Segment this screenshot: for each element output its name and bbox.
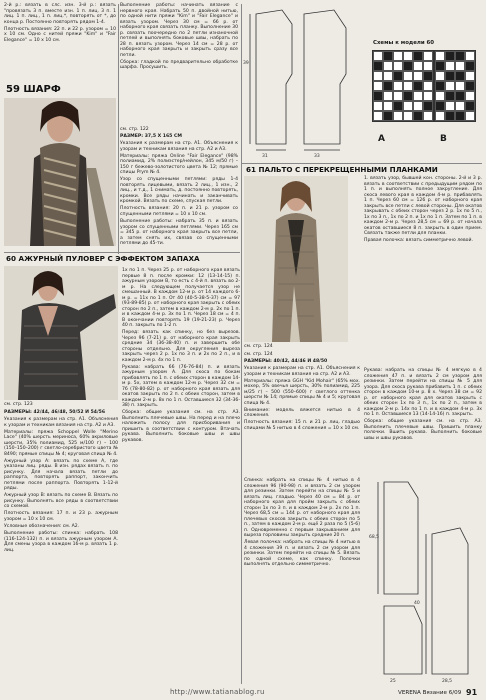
paragraph: Сборка: общие указания см. на стр. А3. Выполнить плечевые швы. На перед и на плечо наложить полосу для присборивания и пришить в соответствии с контуром. Втачать рукава. Выполнить боковые швы и швы рукавов.	[122, 410, 240, 443]
paragraph: Рукава: набрать на спицы № 4 мягкую в 4 сложения 47 п. и вязать 2 см узором для резинки. Затем перейти на спицы № 5 для узора. Для скоса рукава прибавить 1 п. с обеих сторон в каждом 10-м р. 8 х. Через 38 см = 92 р. от наборного края для окатов закрыть с обеих сторон 1х по 3 п., 1х по 2 п., затем в каждом 2-м р. 14х по 1 п. и в каждом 4-м р. 3х по 1 п. Оставшиеся 13 (14-14-16) п. закрыть.	[364, 368, 482, 417]
paragraph: Левая полочка: набрать на спицы № 4 нитью в 4 сложения 39 п. и вязать 2 см узором для резинки. Затем перейти на спицы № 5. Вязать по одной схеме, как спинку. Полочки выполнять отдельно симметрично.	[244, 540, 360, 568]
svg-text:31: 31	[262, 154, 268, 159]
svg-text:28,5: 28,5	[442, 679, 453, 684]
divider	[241, 4, 242, 684]
svg-text:40: 40	[414, 601, 420, 606]
paragraph: РАЗМЕРЫ: 40/42, 44/46 И 48/50	[244, 359, 328, 365]
paragraph: Ажурный узор В: вязать по схеме В. Вязать по рисунку. Выполнять все ряды в соответствии со схемой.	[4, 493, 118, 510]
pullover-caption: см. стр. 123	[4, 402, 33, 407]
paragraph: Указания к размерам на стр. А1. Объяснения к узорам и техникам вязания на стр. А2 и А3.	[4, 417, 118, 428]
paragraph: Правая полочка: вязать симметрично левой.	[364, 238, 473, 244]
coat-photo	[244, 176, 348, 342]
col3-bottom-text	[244, 352, 360, 472]
paragraph: Материалы: пряжа Schoppel Wolle "Merino Lace" (40% шерсть мериноса, 60% акриловые шерсти, 35% полиамид, 525 м/100 г) – 100 (150–150–200) г светло-серебристого цвета № 8490; прямые спицы № 4; круговая спица № 4.	[4, 429, 118, 457]
section-title-61: 61 ПАЛЬТО С ПЕРЕКРЕЩЕННЫМИ ПЛАНКАМИ	[246, 165, 438, 174]
paragraph: Условные обозначения: см. А2.	[4, 524, 80, 530]
svg-text:39: 39	[243, 61, 249, 66]
paragraph: РАЗМЕР: 37,5 X 165 СМ	[120, 134, 182, 140]
paragraph: Указания к размерам на стр. А1. Объяснения к узорам и техникам вязания на стр. А2 и А3.	[120, 141, 238, 152]
stitch-chart-b	[434, 50, 476, 122]
paragraph: Ажурный узор А: вязать по схеме А, где указаны лиц. ряды. В изн. рядах вязать п. по рисунку. Для начала вязать петли до раппорта, повторять раппорт, закончить петлями после раппорта. Повторять 1-12-й ряды.	[4, 458, 118, 492]
footer-brand: VERENA Вязание 6/09	[398, 690, 462, 696]
svg-text:33: 33	[314, 154, 320, 159]
paragraph: Указания к размерам на стр. А1. Объяснения к узорам и техникам вязания на стр. А2 и А3.	[244, 366, 360, 377]
svg-text:25: 25	[390, 679, 396, 684]
col4-top-text	[364, 176, 482, 360]
section-title-59: 59 ШАРФ	[6, 84, 61, 95]
divider	[118, 4, 119, 254]
scarf-photo	[4, 98, 116, 246]
paragraph: Плотность вязания: 17 п. и 23 р. ажурным узором = 10 x 10 см.	[4, 511, 118, 522]
page-number: 91	[466, 688, 478, 697]
paragraph: Узор со спущенными петлями: ряды 1-4 повторять лицевыми, вязать 2 лиц., 1 изн., 2 лиц., и т.д., 1 снимать, д. постоянно повторять, кромки. Все ряды начинать и заканчивать кромкой. Вязать по схеме, спуская петли.	[120, 177, 238, 205]
watermark: http://www.tatianablog.ru	[170, 688, 265, 696]
coat-caption: см. стр. 124	[244, 344, 273, 349]
col2-scarf-text	[120, 127, 238, 251]
paragraph: Плотность вязания: 15 п. и 21 р. лиц. гладью спицами № 5 нитью в 4 сложения = 10 x 10 см.	[244, 420, 360, 431]
paragraph: РАЗМЕРЫ: 42/44, 46/48, 50/52 И 54/56	[4, 410, 106, 415]
coat-pattern-diagram	[364, 474, 482, 686]
paragraph: Плотность вязания: 20 п. и 21 р. узором со спущенными петлями = 10 x 10 см.	[120, 206, 238, 217]
divider	[242, 163, 482, 164]
paragraph: 2-й р.: вязать в слс. изн. 3-й р.: вязать "провязать 3 п. вместе изн. 1 п. лиц. 3 п. 1 лиц. 1 п. лиц., 1 п. лиц.*, повторять от *, до конца р. Постоянно повторять рядом 1-4.	[4, 3, 116, 25]
scheme-title: Схемы к модели 60	[373, 40, 435, 46]
pullover-photo	[4, 266, 118, 400]
pattern-diagram-top	[242, 4, 362, 160]
paragraph: Перед: вязать как спинку, но без вырезов. Через 96 (7-21) р. от наборного края закрыть средние 34 (36-38-40) п. и завершить обе стороны отдельно. Для округления выреза закрыть через 2 р. 1х по 3 п. и 2х по 2 п., и в каждом 2-м р. 4х по 1 п.	[122, 330, 240, 363]
paragraph: Материалы: пряжа GGH "Kid Mohair" (65% мох. мохер, 5% овечья шерсть, 30% полиамид, 225 м/25 г) – 500 (550–600) г светлого оттенка шерсти № 14; прямые спицы № 4 и 5; круговая спица № 4.	[244, 378, 360, 406]
paragraph: 1. вязать узор, бывшей кон. стороны. 2-й и 3 р. вязать в соответствии с предыдущим рядом по 1 п. и выполнять полное закругление. Для скоса левого края в каждом 4-м р. прибавлять 1 п. Через 60 см = 126 р. от наборного края закрыть все петли с левой стороны. Для окатов закрывать с обеих сторон через 2 р. 1х по 5 п., 1х по 3 п., 1х по 2 п. и 1х по 1 п. Затем по 1 п. в каждом 2-м р. Через 28,5 см = 69 р. от начала окатов оставшиеся 8 п. закрыть в один прием. Связать также петли для планки.	[364, 176, 482, 236]
paragraph: Сборка: общие указания см. на стр. А3. Выполнить плечевые швы. Пришить планку полочки. Вшить рукава. Выполнить боковые швы и швы рукавов.	[364, 419, 482, 441]
divider	[4, 252, 240, 253]
paragraph: Спинка: набрать на спицы № 4 нитью в 4 сложения 96 (90-98) п. и вязать 2 см узором для резинки. Затем перейти на спицы № 5 и вязать лиц. гладью. Через 40 см = 84 р. от наборного края для пройм закрыть с обеих сторон 1х по 3 п. и в каждом 2-м р. 2х по 1 п. Через 68,5 см = 144 р. от наборного края для плечевых скосов закрыть с обеих сторон по 5 п., затем в каждом 2-м р. ещё 2 раза по 5 (5-6) п. Одновременно с первым закрыванием для выреза горловины закрыть средние 20 п.	[244, 478, 360, 538]
col1-bottom-text	[4, 410, 118, 684]
paragraph: Рукава: набрать 66 (76-76-84) п. и вязать ажурным узором А. Для скоса по бокам прибавлять по 1 п. с обеих сторон в каждом 14-м р. 5х, затем в каждом 12-м р. Через 32 см = 76 (78-80-82) р. от наборного края вязать для окатов закрыть по 2 п. с обеих сторон, затем в каждом 2-м р. 8х по 1 п. Оставшиеся 32 (34-36-38) п. закрыть.	[122, 364, 240, 409]
paragraph: Внимание: модель вяжется нитью в 4 сложения.	[244, 407, 360, 419]
col4-bottom-text	[244, 478, 360, 684]
paragraph: Выполнение работы: спинка: набрать 108 (116-124-132) п. и вязать ажурным узором А. Для смены узора в каждом 16-м р. вязать 1 р. лиц.	[4, 531, 118, 553]
paragraph: Плотность вязания: 22 п. и 22 р. узором = 10 x 10 см. Одно с нитей пряжи "Kim" и "Fair Elegance" = 10 x 10 см.	[4, 26, 116, 43]
paragraph: 1х по 1 п. Через 25 р. от наборного края вязать первые 8 п. после кромки: 12 (13-14-15) п. ажурным узором В, то есть с 4-й п. вязать во 2-м р. На следующем получается узор не смешанный. В каждом 12-м р. от 14 каждого 6-м р. = 11х по 1 п. От 40 (40-5-38-5-37) см = 97 (93-89-85) р. от наборного края закрыть с обеих сторон по 2 п., затем в каждом 2-м р. 2х по 1 п. и в каждом 4-м р. 3х по 1 п. Через 18 см = 4 п. В окончании повторять 19 (19-21-23) р. Через 40 п. закрыть по 1-2 п.	[122, 268, 240, 328]
stitch-chart-a	[372, 50, 434, 122]
col1-top-text	[4, 3, 116, 79]
caption-ref: см. стр. 122	[120, 127, 149, 132]
col2-bottom-text	[122, 268, 240, 686]
paragraph: Сборка: гладкой по предварительно обработке шарфа. Просушить.	[120, 59, 238, 71]
paragraph: Выполнение работы: начинать вязание с нервного края. Набрать 50 п. двойной нитью, по одной нити пряжи "Kim" и "Fair Elegance" и вязать узором. Через 30 см = 66 р. от наборного края связать планку. Выполнение 30 р. связать поочередно по 2 петли изнаночной петлей и выполнять боковые швы, набрать по 28 п. вязать узором. Через 14 см = 28 р. от наборного края закрыть и закрыть сразу все петли.	[120, 3, 238, 58]
svg-text:68,5: 68,5	[369, 535, 380, 540]
scheme-a-label: A	[378, 134, 385, 144]
scheme-b-label: B	[440, 134, 447, 144]
paragraph: Выполнение работы: набрать 35 п. и вязать узором со спущенными петлями. Через 165 см = 345 р. от наборного края закрыть все петли, а затем снять их, связав со спущенными петлями до 45-ти.	[120, 219, 238, 247]
section-title-60: 60 АЖУРНЫЙ ПУЛОВЕР С ЭФФЕКТОМ ЗАПАХА	[6, 254, 200, 263]
paragraph: Материалы: пряжа Online "Fair Elegance" (98% полиамид, 2% полиэстер/нейлон, 345 м/50 г) – 150 г бежево-золотистого цвета № 12; прямые спицы Prym № 4.	[120, 153, 238, 176]
col4-mid-text	[364, 368, 482, 468]
paragraph: см. стр. 124	[244, 352, 273, 357]
col2-top-text	[120, 3, 238, 103]
